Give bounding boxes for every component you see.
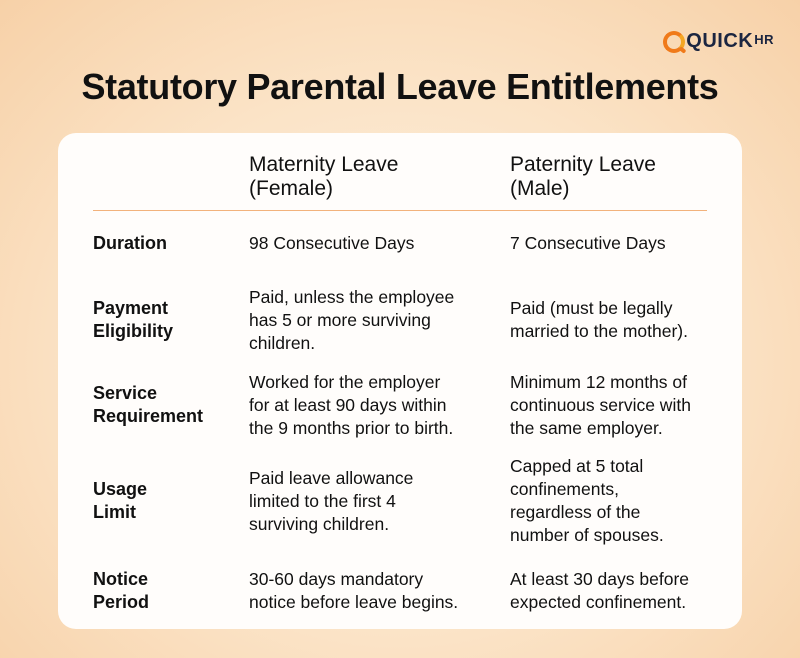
header-paternity: Paternity Leave (Male) <box>510 153 656 200</box>
row-label: Usage Limit <box>93 479 148 522</box>
entitlements-card <box>58 133 742 629</box>
row-label: Notice Period <box>93 569 150 612</box>
table-row <box>93 275 707 365</box>
paternity-cell: Paid (must be legally married to the mother). <box>510 298 688 341</box>
table-header <box>93 153 707 211</box>
row-label: Payment Eligibility <box>93 298 174 341</box>
table-row <box>93 557 707 625</box>
table-row <box>93 445 707 557</box>
brand-name: $QUICK^{HR}$ <box>686 30 774 52</box>
maternity-cell: 98 Consecutive Days <box>249 232 415 253</box>
quickhr-logo-icon <box>663 31 685 53</box>
brand-logo <box>663 30 774 53</box>
page-title: Statutory Parental Leave Entitlements <box>81 66 719 107</box>
entitlements-table <box>93 153 707 625</box>
paternity-cell: Capped at 5 total confinements, regardless of the number of spouses. <box>510 456 664 545</box>
maternity-cell: 30-60 days mandatory notice before leave begins. <box>249 569 459 612</box>
row-label: Service Requirement <box>93 383 204 426</box>
brand-suffix: HR <box>754 32 774 47</box>
maternity-cell: Worked for the employer for at least 90 days within the 9 months prior to birth. <box>249 371 454 438</box>
paternity-cell: Minimum 12 months of continuous service with the same employer. <box>510 371 691 438</box>
paternity-cell: 7 Consecutive Days <box>510 232 666 253</box>
maternity-cell: Paid, unless the employee has 5 or more surviving children. <box>249 286 455 353</box>
row-label: Duration <box>93 232 167 253</box>
table-row <box>93 211 707 275</box>
table-row <box>93 365 707 445</box>
header-maternity: Maternity Leave (Female) <box>249 153 399 200</box>
paternity-cell: At least 30 days before expected confinement. <box>510 569 689 612</box>
maternity-cell: Paid leave allowance limited to the first 4 surviving children. <box>249 467 414 534</box>
